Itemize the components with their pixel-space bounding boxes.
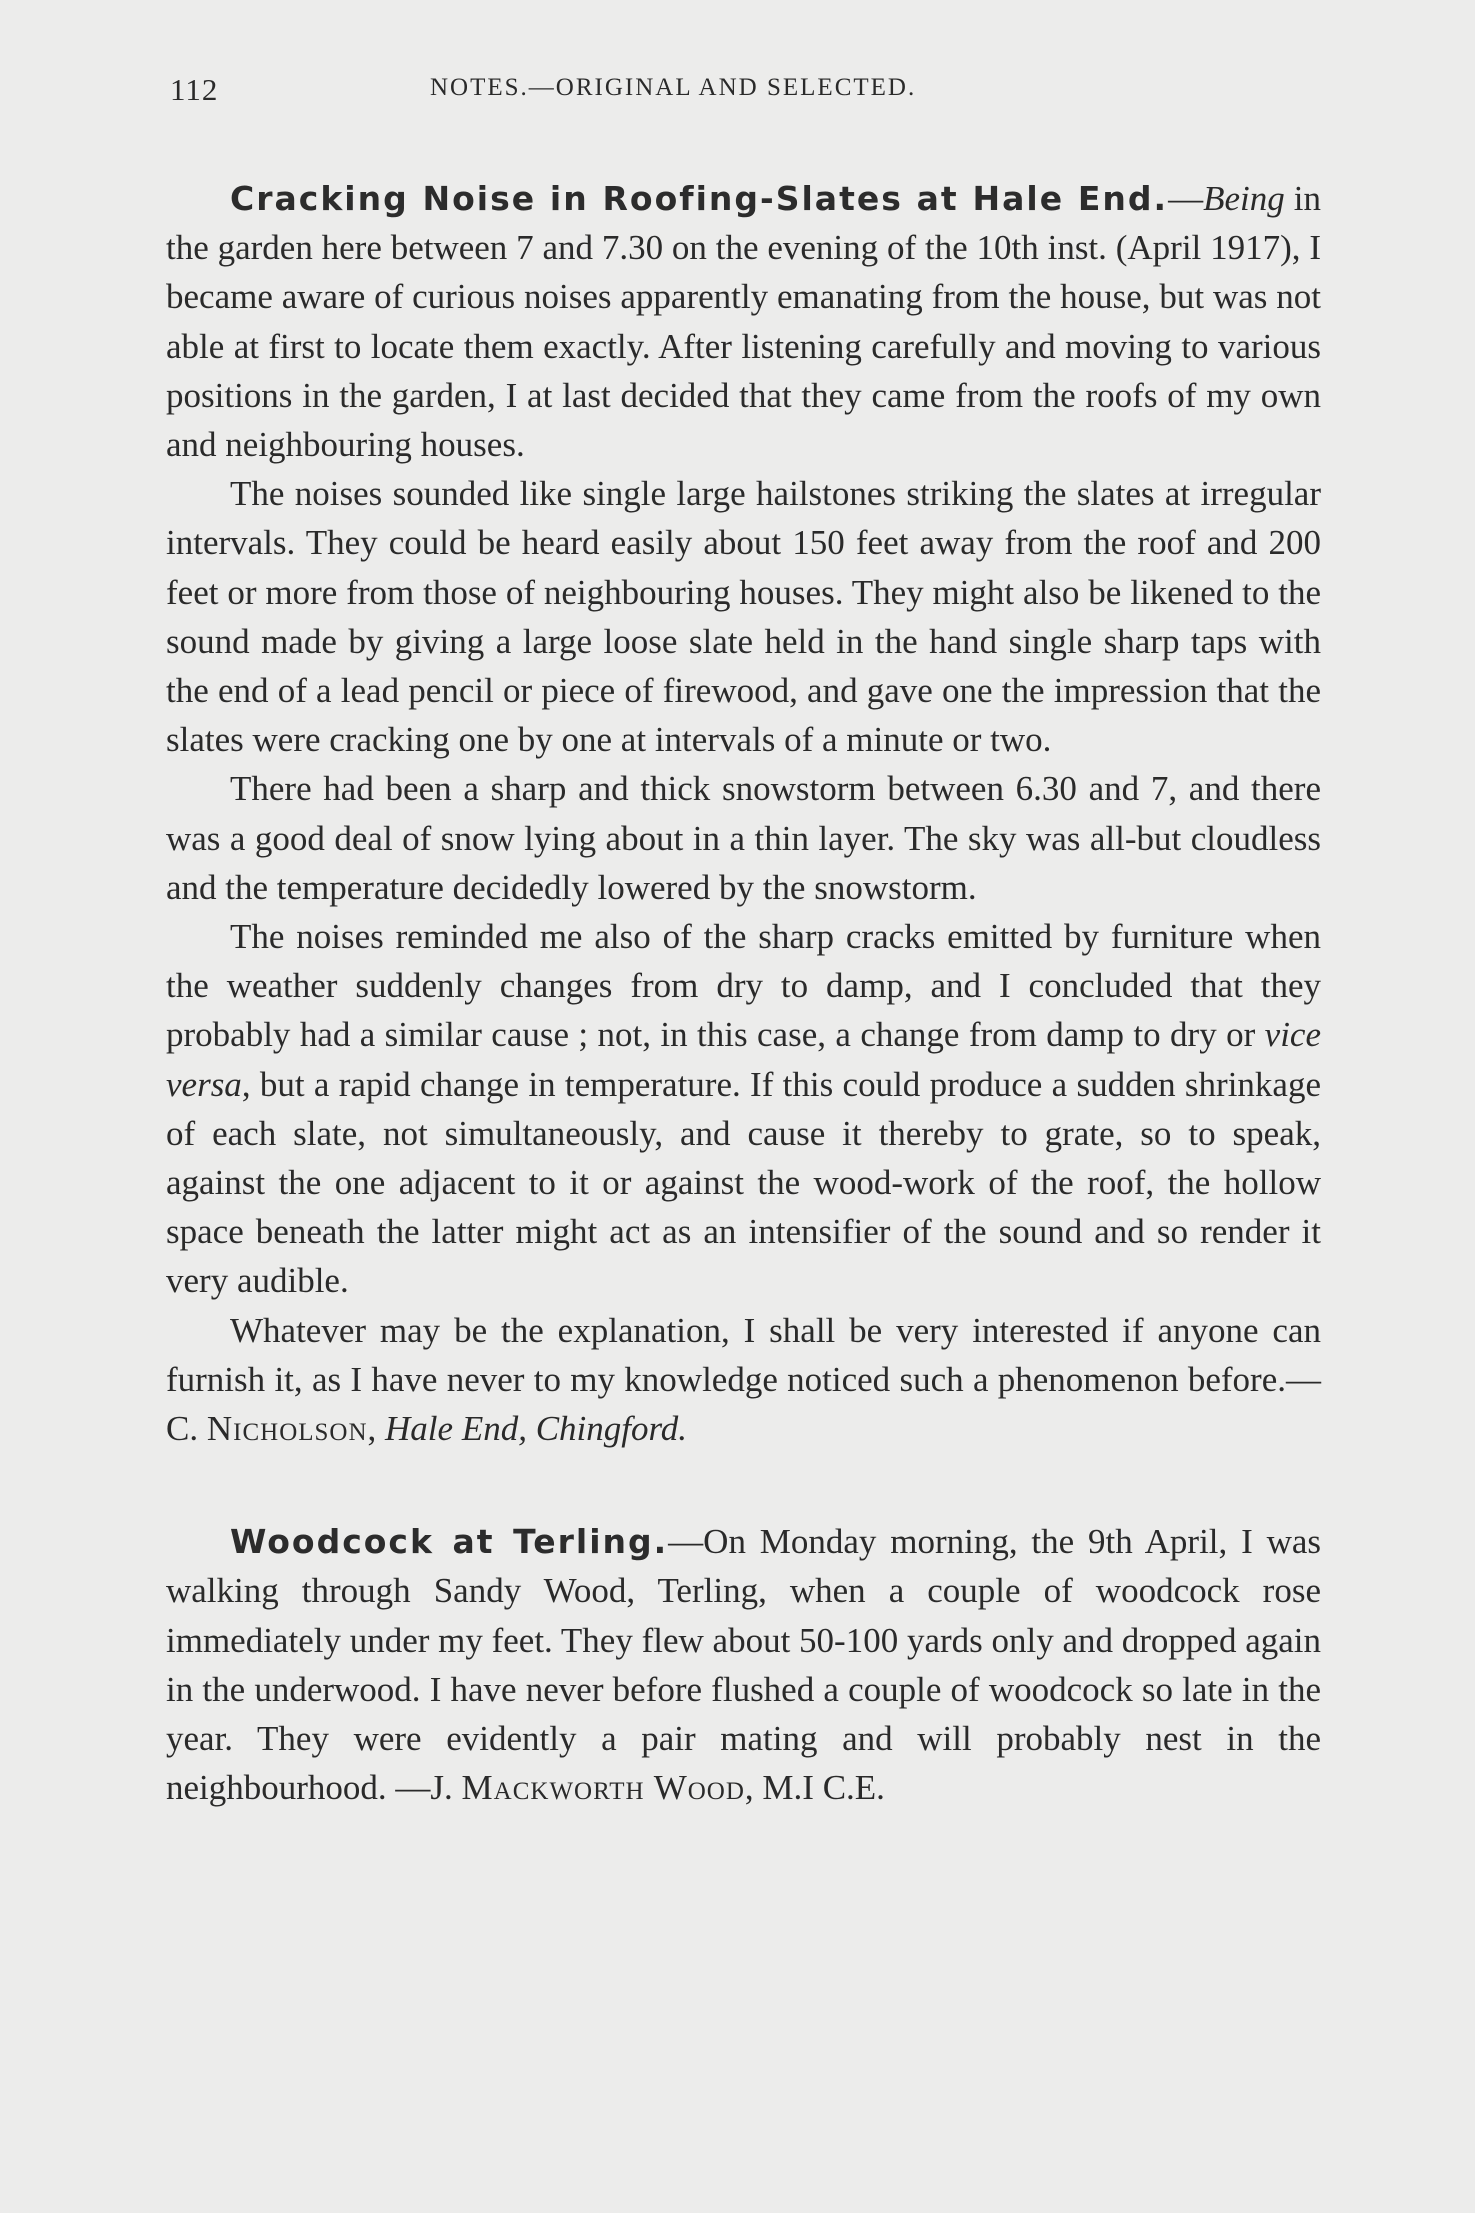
article-heading: Woodcock at Terling. — [230, 1522, 669, 1562]
article-paragraph — [166, 1517, 1321, 1812]
article-paragraph: There had been a sharp and thick snowstorm between 6.30 and 7, and there was a good deal of snow lying about in a thin layer. The sky was all-but cloudless and the temperature decidedly lowered by the snowstorm. — [166, 769, 1321, 907]
heading-dash: — — [1168, 179, 1204, 218]
page-number: 112 — [170, 72, 219, 107]
italic-phrase: vice versa — [166, 1015, 1321, 1104]
lead-in-word: Being — [1203, 179, 1285, 218]
paragraph-text: , but a rapid change in temperature. If this could produce a sudden shrinkage of each slate, not simultaneously, and cause it thereby to grate, so to speak, against the one adjacent to it or against the wood-work of the roof, the hollow space beneath the latter might act as an intensifier of the sound and so render it very audible. — [166, 1064, 1321, 1301]
paragraph-text: The noises reminded me also of the sharp cracks emitted by furniture when the weather suddenly changes from dry to damp, and I concluded that they probably had a similar cause ; not, in this case, a change from damp to dry or — [166, 917, 1321, 1055]
paragraph-text: —On Monday morning, the 9th April, I was walking through Sandy Wood, Terling, when a couple of woodcock rose immediately under my feet. They flew about 50-100 yards only and dropped again in the underwood. I have never before flushed a couple of woodcock so late in the year. They were evidently a pair mating and will probably nest in the neighbourhood. —J. — [166, 1522, 1321, 1808]
paragraph-text: Whatever may be the explanation, I shall be very interested if anyone can furnish it, as I have never to my knowledge noticed such a phenomenon before.—C. — [166, 1310, 1321, 1449]
article-woodcock — [166, 1517, 1321, 1812]
author-location: Hale End, Chingford. — [385, 1409, 688, 1449]
running-head — [166, 72, 1321, 116]
article-heading: Cracking Noise in Roofing-Slates at Hale End. — [230, 179, 1169, 218]
article-cracking-noise — [166, 174, 1321, 1453]
article-paragraph — [166, 174, 1321, 469]
author-credentials: , M.I C.E. — [744, 1768, 885, 1808]
article-paragraph — [166, 1306, 1321, 1454]
article-paragraph — [166, 912, 1321, 1306]
paragraph-text: in the garden here between 7 and 7.30 on the evening of the 10th inst. (April 1917), I became aware of curious noises apparently emanating from the house, but was not able at first to locate them exactly. After listening carefully and moving to various positions in the garden, I at last decided that they came from the roofs of my own and neighbouring houses. — [166, 179, 1321, 465]
separator: , — [367, 1409, 386, 1449]
running-title: NOTES.—ORIGINAL AND SELECTED. — [430, 74, 917, 101]
author-name: Mackworth Wood — [461, 1768, 745, 1808]
author-name: Nicholson — [206, 1409, 368, 1449]
article-paragraph: The noises sounded like single large hailstones striking the slates at irregular intervals. They could be heard easily about 150 feet away from the roof and 200 feet or more from those of neighbouring houses. They might also be likened to the sound made by giving a large loose slate held in the hand single sharp taps with the end of a lead pencil or piece of firewood, and gave one the impression that the slates were cracking one by one at intervals of a minute or two. — [166, 474, 1321, 760]
